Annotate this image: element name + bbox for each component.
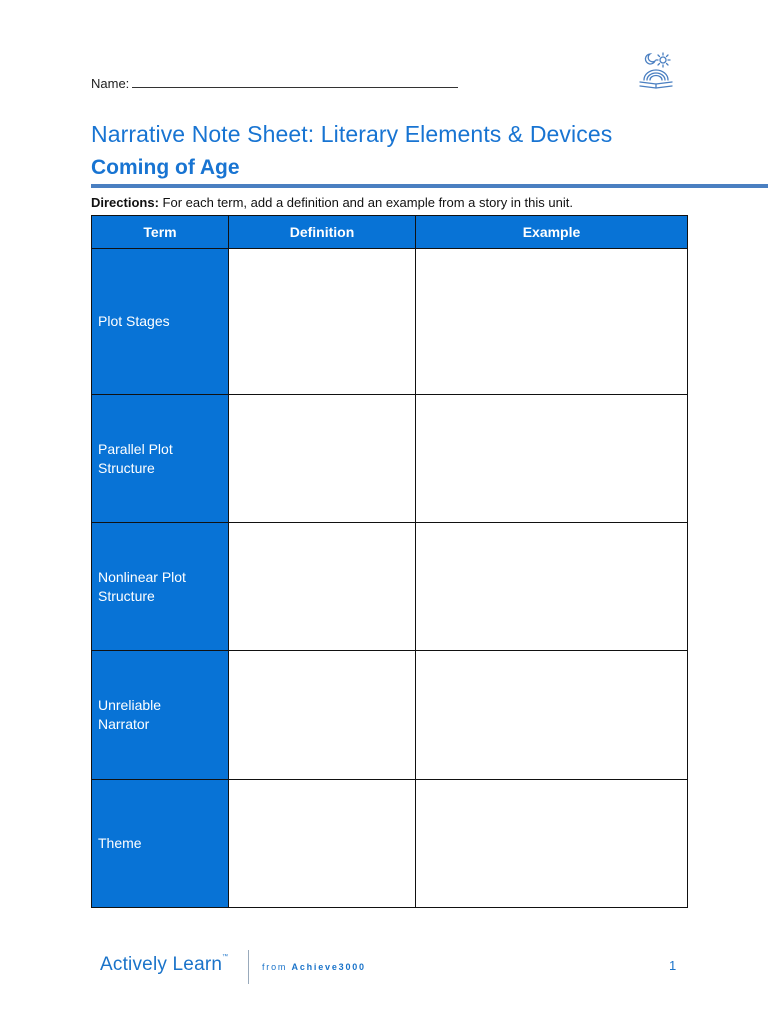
example-cell[interactable]	[416, 395, 688, 523]
term-label: Parallel Plot	[98, 440, 173, 457]
example-cell[interactable]	[416, 249, 688, 395]
name-field[interactable]	[91, 75, 458, 91]
term-label: Unreliable	[98, 697, 162, 713]
definition-cell[interactable]	[229, 523, 416, 651]
term-cell	[92, 395, 229, 523]
trademark-mark: ™	[222, 954, 229, 960]
term-label-line2: Structure	[98, 587, 155, 604]
directions	[91, 195, 573, 210]
term-label: Nonlinear Plot	[98, 568, 186, 585]
table-row	[92, 651, 688, 780]
name-label: Name:	[91, 76, 130, 91]
term-cell	[92, 523, 229, 651]
table-header-row	[92, 216, 688, 249]
page-number: 1	[669, 958, 677, 973]
name-blank-line[interactable]	[132, 75, 458, 88]
table-row	[92, 780, 688, 908]
definition-cell[interactable]	[229, 395, 416, 523]
brand-name: Actively Learn	[100, 954, 223, 975]
brand-logo	[100, 954, 228, 976]
table-row	[92, 523, 688, 651]
page-subtitle: Coming of Age	[91, 156, 240, 179]
term-label: Plot Stages	[98, 313, 170, 329]
term-label: Theme	[98, 835, 142, 851]
column-header-term: Term	[92, 216, 229, 249]
footer-from	[262, 962, 366, 972]
table-row	[92, 249, 688, 395]
term-cell	[92, 651, 229, 780]
definition-cell[interactable]	[229, 780, 416, 908]
term-cell	[92, 780, 229, 908]
moon-sun-rainbow-book-icon	[636, 50, 676, 90]
directions-label: Directions:	[91, 195, 159, 210]
term-label-line2: Structure	[98, 459, 155, 476]
example-cell[interactable]	[416, 780, 688, 908]
title-divider	[91, 184, 768, 188]
term-cell	[92, 249, 229, 395]
definition-cell[interactable]	[229, 651, 416, 780]
footer-divider	[248, 950, 249, 984]
note-table	[91, 215, 688, 908]
table-row	[92, 395, 688, 523]
page-title: Narrative Note Sheet: Literary Elements & Devices	[91, 121, 613, 147]
from-label: from	[262, 962, 288, 972]
column-header-definition: Definition	[229, 216, 416, 249]
example-cell[interactable]	[416, 523, 688, 651]
term-label-line2: Narrator	[98, 716, 150, 732]
column-header-example: Example	[416, 216, 688, 249]
directions-text: For each term, add a definition and an example from a story in this unit.	[158, 195, 573, 210]
example-cell[interactable]	[416, 651, 688, 780]
company-name: Achieve3000	[291, 962, 366, 972]
definition-cell[interactable]	[229, 249, 416, 395]
